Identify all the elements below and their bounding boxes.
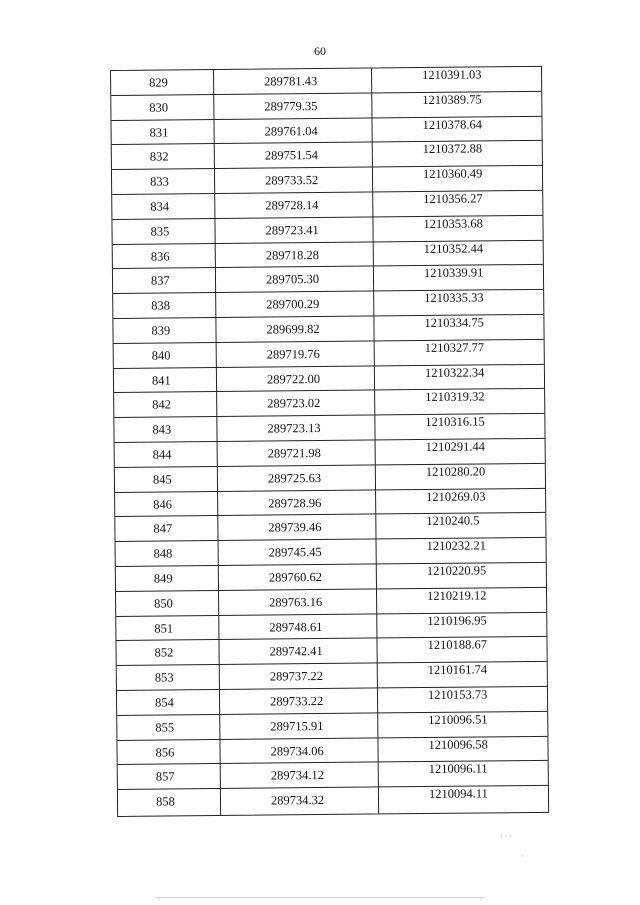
table-row [118, 786, 548, 816]
point-number-cell: 836 [113, 244, 216, 269]
x-coordinate-cell: 289742.41 [219, 639, 377, 664]
point-number-cell: 853 [117, 665, 220, 690]
y-coordinate-cell: 1210353.68 [423, 216, 483, 231]
y-coordinate-cell: 1210360.49 [422, 166, 483, 182]
point-number-cell: 851 [116, 616, 219, 641]
point-number-cell: 855 [117, 715, 220, 740]
y-coordinate-cell: 1210096.51 [428, 712, 488, 727]
x-coordinate-cell: 289781.43 [214, 68, 372, 93]
page-number: 60 [314, 44, 326, 58]
point-number-cell: 854 [117, 690, 220, 715]
y-coordinate-cell: 1210389.75 [422, 92, 482, 107]
point-number-cell: 834 [112, 194, 215, 219]
x-coordinate-cell: 289761.04 [214, 118, 372, 143]
y-coordinate-cell: 1210219.12 [426, 588, 487, 603]
point-number-cell: 852 [116, 640, 219, 665]
x-coordinate-cell: 289723.13 [217, 416, 375, 441]
point-number-cell: 857 [118, 764, 221, 789]
x-coordinate-cell: 289734.06 [220, 738, 378, 763]
point-number-cell: 845 [115, 467, 218, 492]
y-coordinate-cell: 1210094.11 [428, 786, 488, 802]
x-coordinate-cell: 289718.28 [216, 242, 374, 267]
x-coordinate-cell: 289748.61 [219, 614, 377, 639]
point-number-cell: 841 [114, 368, 217, 393]
point-number-cell: 846 [115, 492, 218, 517]
x-coordinate-cell: 289734.12 [221, 763, 379, 788]
y-coordinate-cell: 1210334.75 [424, 315, 484, 330]
y-coordinate-cell: 1210339.91 [423, 265, 484, 281]
y-coordinate-cell: 1210291.44 [425, 439, 486, 454]
y-coordinate-cell: 1210153.73 [427, 687, 488, 702]
y-coordinate-cell: 1210188.67 [427, 637, 487, 653]
y-coordinate-cell: 1210232.21 [426, 538, 487, 554]
y-coordinate-cell: 1210372.88 [422, 141, 483, 157]
y-coordinate-cell: 1210096.11 [428, 761, 488, 777]
y-coordinate-cell: 1210316.15 [425, 414, 485, 430]
point-number-cell: 829 [111, 70, 214, 95]
scan-speck: · [521, 852, 524, 861]
y-coordinate-cell: 1210378.64 [422, 117, 482, 132]
x-coordinate-cell: 289733.52 [215, 168, 373, 193]
point-number-cell: 833 [112, 169, 215, 194]
point-number-cell: 838 [113, 293, 216, 318]
x-coordinate-cell: 289723.41 [215, 217, 373, 242]
y-coordinate-cell: 1210322.34 [424, 364, 485, 380]
point-number-cell: 850 [116, 591, 219, 616]
x-coordinate-cell: 289779.35 [214, 93, 372, 118]
y-coordinate-cell: 1210319.32 [425, 389, 485, 405]
x-coordinate-cell: 289725.63 [218, 465, 376, 490]
x-coordinate-cell: 289760.62 [219, 564, 377, 589]
point-number-cell: 835 [112, 219, 215, 244]
y-coordinate-cell: 1210220.95 [426, 563, 487, 578]
x-coordinate-cell: 289734.32 [221, 788, 379, 816]
x-coordinate-cell: 289699.82 [216, 316, 374, 341]
point-number-cell: 842 [114, 392, 217, 417]
y-coordinate-cell: 1210391.03 [421, 67, 482, 83]
point-number-cell: 843 [114, 417, 217, 442]
point-number-cell: 856 [117, 739, 220, 764]
point-number-cell: 837 [113, 268, 216, 293]
x-coordinate-cell: 289723.02 [217, 391, 375, 416]
point-number-cell: 847 [115, 516, 218, 541]
x-coordinate-cell: 289739.46 [218, 515, 376, 540]
x-coordinate-cell: 289763.16 [219, 589, 377, 614]
x-coordinate-cell: 289728.14 [215, 192, 373, 217]
point-number-cell: 831 [111, 120, 214, 145]
point-number-cell: 840 [114, 343, 217, 368]
coordinates-table [110, 66, 549, 817]
x-coordinate-cell: 289733.22 [220, 688, 378, 713]
point-number-cell: 849 [116, 566, 219, 591]
x-coordinate-cell: 289700.29 [216, 292, 374, 317]
x-coordinate-cell: 289719.76 [217, 341, 375, 366]
y-coordinate-cell: 1210096.58 [428, 736, 488, 752]
y-coordinate-cell: 1210356.27 [423, 191, 483, 206]
y-coordinate-cell: 1210196.95 [427, 612, 487, 628]
point-number-cell: 832 [112, 144, 215, 169]
y-coordinate-cell: 1210269.03 [426, 488, 486, 504]
y-coordinate-cell: 1210240.5 [426, 513, 480, 529]
y-coordinate-cell: 1210335.33 [424, 290, 484, 306]
point-number-cell: 844 [115, 442, 218, 467]
x-coordinate-cell: 289737.22 [220, 664, 378, 689]
x-coordinate-cell: 289715.91 [220, 713, 378, 738]
y-coordinate-cell: 1210327.77 [424, 340, 485, 355]
x-coordinate-cell: 289745.45 [219, 540, 377, 565]
y-coordinate-cell: 1210161.74 [427, 662, 488, 678]
page-edge-line [155, 897, 485, 898]
point-number-cell: 839 [113, 318, 216, 343]
point-number-cell: 830 [111, 95, 214, 120]
x-coordinate-cell: 289722.00 [217, 366, 375, 391]
scan-speck: · · · [500, 832, 512, 841]
x-coordinate-cell: 289728.96 [218, 490, 376, 515]
x-coordinate-cell: 289721.98 [218, 440, 376, 465]
y-coordinate-cell: 1210280.20 [425, 464, 486, 479]
x-coordinate-cell: 289751.54 [215, 143, 373, 168]
point-number-cell: 848 [116, 541, 219, 566]
point-number-cell: 858 [118, 789, 221, 816]
y-coordinate-cell: 1210352.44 [423, 241, 484, 256]
x-coordinate-cell: 289705.30 [216, 267, 374, 292]
